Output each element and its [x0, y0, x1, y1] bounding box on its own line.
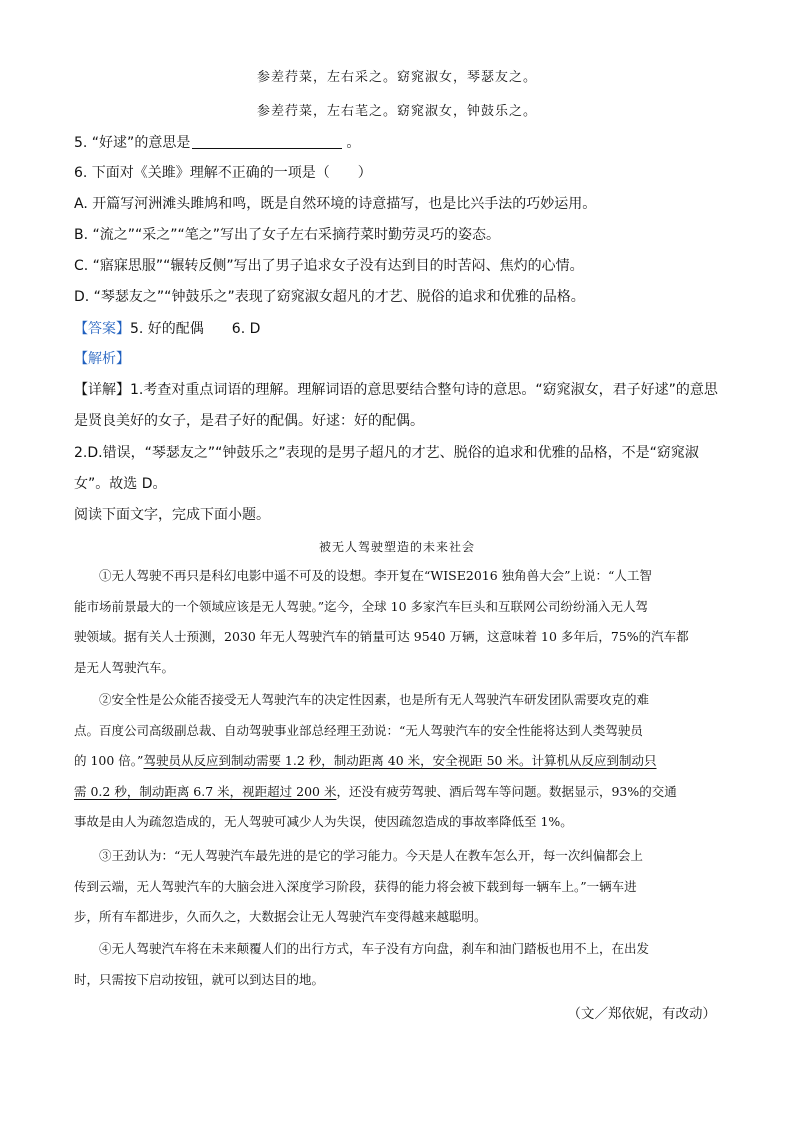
p2-line-4-text: ，还没有疲劳驾驶、酒后驾车等问题。数据显示，93%的交通 — [336, 783, 677, 799]
detail-line-3: 2.D.错误，“琴瑟友之”“钟鼓乐之”表现的是男子超凡的才艺、脱俗的追求和优雅的品格，不是“窈窕淑 — [74, 445, 699, 461]
question-6-stem: 6. 下面对《关雎》理解不正确的一项是（ ） — [74, 165, 372, 181]
analysis-tag: 【解析】 — [74, 351, 130, 367]
article-paragraph-2 — [74, 685, 724, 838]
detail-line-2: 是贤良美好的女子，是君子好的配偶。好逑：好的配偶。 — [74, 413, 424, 429]
option-c: C. “寤寐思服”“辗转反侧”写出了男子追求女子没有达到目的时苦闷、焦灼的心情。 — [74, 258, 584, 274]
article-paragraph-4 — [74, 934, 724, 995]
option-b: B. “流之”“采之”“笔之”写出了女子左右采摘荇菜时勤劳灵巧的姿态。 — [74, 227, 501, 243]
answer-text: 5. 好的配偶 6. D — [130, 321, 261, 337]
p1-line-4: 是无人驾驶汽车。 — [74, 659, 175, 675]
p1-line-3: 驶领域。据有关人士预测，2030 年无人驾驶汽车的销量可达 9540 万辆，这意味着 10 多年后，75%的汽车都 — [74, 629, 689, 644]
question-5 — [74, 132, 360, 152]
poem-line-2: 参差荇菜，左右芼之。窈窕淑女，钟鼓乐之。 — [256, 104, 537, 119]
p1-line-2: 能市场前景最大的一个领域应该是无人驾驶。”迄今，全球 10 多家汽车巨头和互联网公司纷纷涌入无人驾 — [74, 598, 648, 614]
p3-line-3: 步，所有车都进步，久而久之，大数据会让无人驾驶汽车变得越来越聪明。 — [74, 909, 487, 924]
p2-line-2: 点。百度公司高级副总裁、自动驾驶事业部总经理王劲说：“无人驾驶汽车的安全性能将达到人类驾驶员 — [74, 722, 643, 738]
article-title: 被无人驾驶塑造的未来社会 — [318, 540, 475, 554]
question-5-text: 5. “好逑”的意思是 — [74, 135, 191, 151]
detail-line-4: 女”。故选 D。 — [74, 476, 167, 492]
p2-line-3-text: 的 100 倍。” — [74, 753, 144, 768]
detail-tag: 【详解】 — [74, 382, 130, 398]
answer-blank — [192, 134, 342, 149]
poem-line-1: 参差荇菜，左右采之。窈窕淑女，琴瑟友之。 — [256, 70, 537, 85]
p2-line-3 — [74, 746, 724, 777]
option-d: D. “琴瑟友之”“钟鼓乐之”表现了窈窕淑女超凡的才艺、脱俗的追求和优雅的品格。 — [74, 289, 585, 305]
p3-line-2: 传到云端，无人驾驶汽车的大脑会进入深度学习阶段，获得的能力将会被下载到每一辆车上。”一辆车进 — [74, 878, 637, 894]
underlined-sentence-1: 驾驶员从反应到制动需要 1.2 秒，制动距离 40 米，安全视距 50 米。计算机从反应到制动只 — [143, 753, 657, 768]
analysis-line — [74, 348, 130, 368]
p2-line-4 — [74, 777, 724, 808]
question-5-suffix: 。 — [346, 135, 361, 151]
article-paragraph-1 — [74, 561, 724, 683]
underlined-sentence-2: 需 0.2 秒，制动距离 6.7 米，视距超过 200 米 — [74, 783, 337, 799]
answer-tag: 【答案】 — [74, 321, 130, 337]
p4-line-1: ④无人驾驶汽车将在未来颠覆人们的出行方式，车子没有方向盘，刹车和油门踏板也用不上，在出发 — [99, 941, 650, 956]
p2-line-1: ②安全性是公众能否接受无人驾驶汽车的决定性因素，也是所有无人驾驶汽车研发团队需要攻克的难 — [99, 692, 650, 707]
p2-line-5: 事故是由人为疏忽造成的，无人驾驶可减少人为失误，使因疏忽造成的事故率降低至 1%。 — [74, 814, 573, 829]
detail-text-1: 1.考查对重点词语的理解。理解词语的意思要结合整句诗的意思。“窈窕淑女，君子好逑”的意思 — [130, 382, 718, 398]
option-a: A. 开篇写河洲滩头雎鸠和鸣，既是自然环境的诗意描写，也是比兴手法的巧妙运用。 — [74, 196, 597, 212]
answer-line — [74, 318, 260, 338]
p4-line-2: 时，只需按下启动按钮，就可以到达目的地。 — [74, 971, 325, 987]
p1-line-1: ①无人驾驶不再只是科幻电影中遥不可及的设想。李开复在“WISE2016 独角兽大会”上说：“人工智 — [99, 568, 652, 583]
detail-line-1 — [74, 379, 718, 399]
article-source: （文／郑依妮，有改动） — [567, 1006, 716, 1022]
reading-prompt: 阅读下面文字，完成下面小题。 — [74, 507, 270, 523]
article-paragraph-3 — [74, 841, 724, 933]
p3-line-1: ③王劲认为：“无人驾驶汽车最先进的是它的学习能力。今天是人在教车怎么开，每一次纠偏都会上 — [99, 848, 643, 863]
